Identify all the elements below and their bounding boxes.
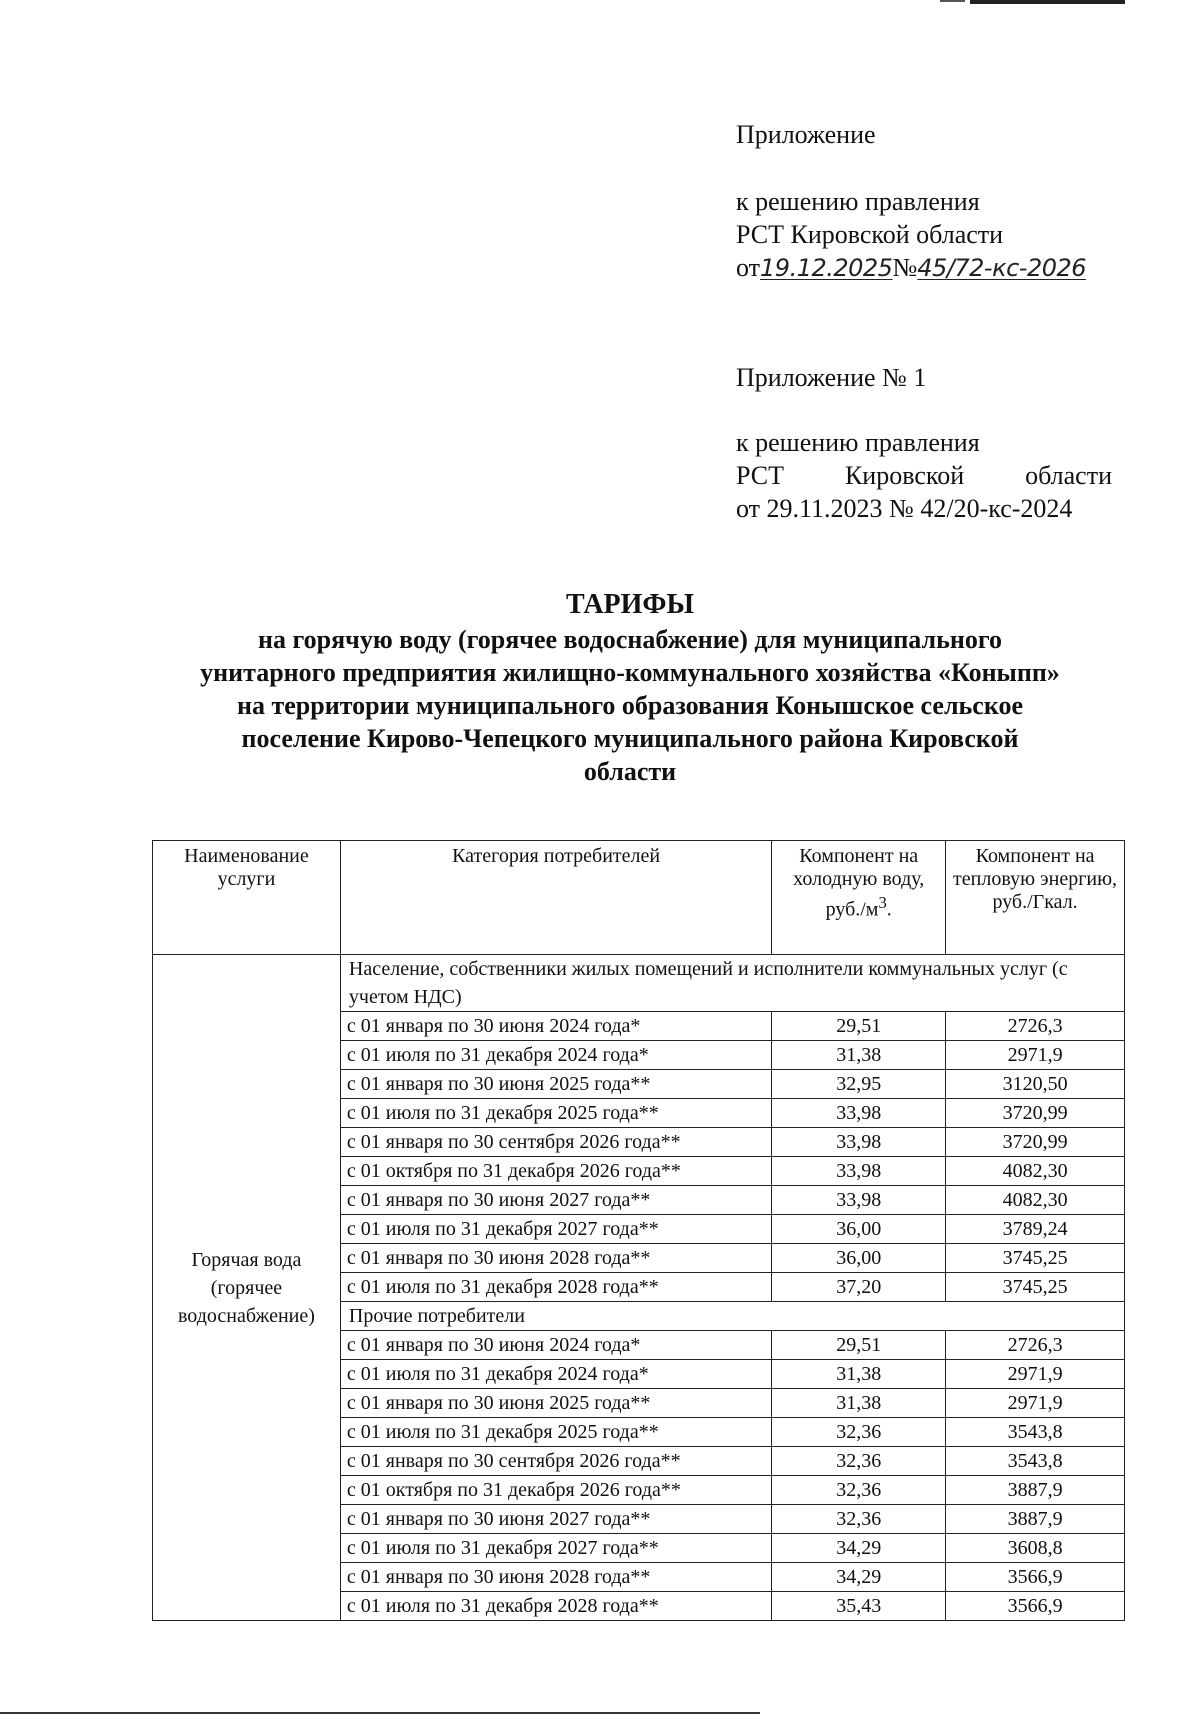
- heat-value-cell: 4082,30: [946, 1186, 1125, 1215]
- appendix-1-decision: [736, 426, 1112, 525]
- heat-value-cell: 2726,3: [946, 1012, 1125, 1041]
- cold-value-cell: 31,38: [772, 1041, 946, 1070]
- heat-value-cell: 3720,99: [946, 1128, 1125, 1157]
- heat-value-cell: 2971,9: [946, 1041, 1125, 1070]
- period-cell: с 01 июля по 31 декабря 2025 года**: [340, 1099, 771, 1128]
- appendix-top-title: Приложение: [736, 120, 876, 149]
- cold-value-cell: 36,00: [772, 1215, 946, 1244]
- decision-line-1: к решению правления: [736, 187, 980, 216]
- cold-value-cell: 32,95: [772, 1070, 946, 1099]
- period-cell: с 01 января по 30 июня 2025 года**: [340, 1389, 771, 1418]
- cold-value-cell: 37,20: [772, 1273, 946, 1302]
- cold-value-cell: 32,36: [772, 1476, 946, 1505]
- header-service: Наименование услуги: [153, 841, 341, 955]
- document-heading: [140, 588, 1120, 788]
- heat-value-cell: 3720,99: [946, 1099, 1125, 1128]
- cold-value-cell: 33,98: [772, 1128, 946, 1157]
- period-cell: с 01 января по 30 июня 2027 года**: [340, 1505, 771, 1534]
- period-cell: с 01 октября по 31 декабря 2026 года**: [340, 1476, 771, 1505]
- heading-line: на территории муниципального образования Конышское сельское: [237, 691, 1023, 720]
- tariff-table: [152, 840, 1125, 1621]
- heading-line: поселение Кирово-Чепецкого муниципального района Кировской: [241, 724, 1019, 753]
- period-cell: с 01 января по 30 июня 2024 года*: [340, 1012, 771, 1041]
- heading-line: унитарного предприятия жилищно-коммунального хозяйства «Коныпп»: [200, 658, 1060, 687]
- cold-value-cell: 32,36: [772, 1418, 946, 1447]
- cold-value-cell: 35,43: [772, 1592, 946, 1621]
- appendix-top-decision: [736, 185, 1086, 285]
- cold-value-cell: 34,29: [772, 1534, 946, 1563]
- service-name: Горячая вода (горячее водоснабжение): [153, 955, 341, 1621]
- decision-line-3: от 29.11.2023 № 42/20-кс-2024: [736, 494, 1073, 523]
- period-cell: с 01 января по 30 июня 2028 года**: [340, 1563, 771, 1592]
- heat-value-cell: 3887,9: [946, 1505, 1125, 1534]
- section-row: [153, 955, 1125, 1012]
- scan-mark: [0, 1712, 760, 1714]
- period-cell: с 01 июля по 31 декабря 2028 года**: [340, 1592, 771, 1621]
- heat-value-cell: 3745,25: [946, 1244, 1125, 1273]
- period-cell: с 01 июля по 31 декабря 2028 года**: [340, 1273, 771, 1302]
- handwritten-number: 45/72-кс-2026: [917, 254, 1087, 282]
- period-cell: с 01 января по 30 июня 2028 года**: [340, 1244, 771, 1273]
- period-cell: с 01 июля по 31 декабря 2025 года**: [340, 1418, 771, 1447]
- scan-mark: [940, 0, 965, 2]
- heat-value-cell: 3608,8: [946, 1534, 1125, 1563]
- heat-value-cell: 3789,24: [946, 1215, 1125, 1244]
- decision-line-3: от19.12.2025№45/72-кс-2026: [736, 253, 1087, 282]
- period-cell: с 01 июля по 31 декабря 2024 года*: [340, 1041, 771, 1070]
- period-cell: с 01 октября по 31 декабря 2026 года**: [340, 1157, 771, 1186]
- period-cell: с 01 июля по 31 декабря 2024 года*: [340, 1360, 771, 1389]
- heat-value-cell: 4082,30: [946, 1157, 1125, 1186]
- heading-line: на горячую воду (горячее водоснабжение) для муниципального: [257, 625, 1003, 654]
- heat-value-cell: 3120,50: [946, 1070, 1125, 1099]
- heat-value-cell: 2726,3: [946, 1331, 1125, 1360]
- decision-line-2: РСТ Кировской области: [736, 461, 1112, 490]
- cold-value-cell: 31,38: [772, 1389, 946, 1418]
- heat-value-cell: 3566,9: [946, 1563, 1125, 1592]
- scan-mark: [970, 0, 1125, 4]
- decision-line-2: РСТ Кировской области: [736, 220, 1004, 249]
- cold-value-cell: 32,36: [772, 1447, 946, 1476]
- heat-value-cell: 3566,9: [946, 1592, 1125, 1621]
- period-cell: с 01 января по 30 июня 2027 года**: [340, 1186, 771, 1215]
- heat-value-cell: 3543,8: [946, 1418, 1125, 1447]
- period-cell: с 01 января по 30 сентября 2026 года**: [340, 1447, 771, 1476]
- cold-value-cell: 36,00: [772, 1244, 946, 1273]
- heat-value-cell: 3745,25: [946, 1273, 1125, 1302]
- cold-value-cell: 29,51: [772, 1012, 946, 1041]
- cold-value-cell: 34,29: [772, 1563, 946, 1592]
- cold-value-cell: 33,98: [772, 1099, 946, 1128]
- cold-value-cell: 32,36: [772, 1505, 946, 1534]
- cold-value-cell: 33,98: [772, 1157, 946, 1186]
- heading-title: ТАРИФЫ: [566, 589, 694, 620]
- period-cell: с 01 июля по 31 декабря 2027 года**: [340, 1534, 771, 1563]
- period-cell: с 01 января по 30 сентября 2026 года**: [340, 1128, 771, 1157]
- appendix-1-title: Приложение № 1: [736, 363, 927, 392]
- period-cell: с 01 января по 30 июня 2025 года**: [340, 1070, 771, 1099]
- heat-value-cell: 3887,9: [946, 1476, 1125, 1505]
- heading-line: области: [583, 757, 677, 786]
- header-category: Категория потребителей: [340, 841, 771, 955]
- handwritten-date: 19.12.2025: [760, 254, 893, 282]
- cold-value-cell: 29,51: [772, 1331, 946, 1360]
- period-cell: с 01 января по 30 июня 2024 года*: [340, 1331, 771, 1360]
- header-cold-component: Компонент на холодную воду, $руб./м^3$.: [772, 841, 946, 955]
- section-other: Прочие потребители: [340, 1302, 1124, 1331]
- header-heat-component: Компонент на тепловую энергию, руб./Гкал.: [946, 841, 1125, 955]
- cold-value-cell: 31,38: [772, 1360, 946, 1389]
- period-cell: с 01 июля по 31 декабря 2027 года**: [340, 1215, 771, 1244]
- decision-line-1: к решению правления: [736, 428, 980, 457]
- heat-value-cell: 3543,8: [946, 1447, 1125, 1476]
- cold-value-cell: 33,98: [772, 1186, 946, 1215]
- section-population: Население, собственники жилых помещений и исполнители коммунальных услуг (с учетом НДС): [340, 955, 1124, 1012]
- heat-value-cell: 2971,9: [946, 1360, 1125, 1389]
- heat-value-cell: 2971,9: [946, 1389, 1125, 1418]
